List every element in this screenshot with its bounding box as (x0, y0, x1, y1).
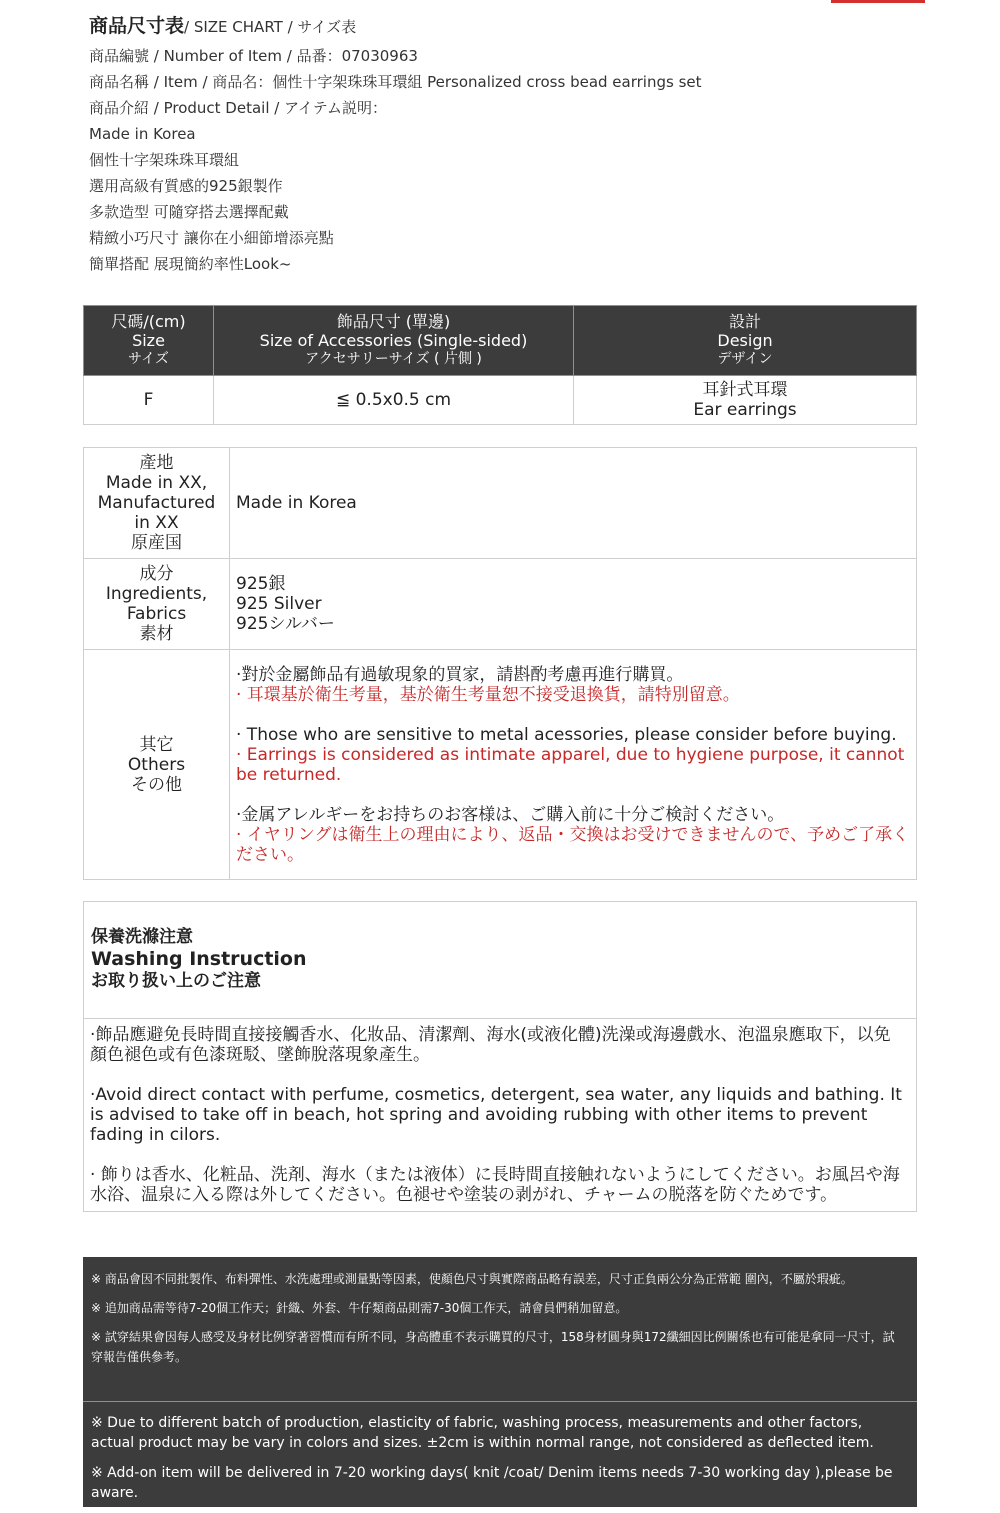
top-accent-bar (831, 0, 925, 3)
page-title-suffix: / SIZE CHART / サイズ表 (184, 18, 357, 36)
others-value (230, 650, 917, 880)
notice-item: ※ Add-on item will be delivered in 7-20 working days( knit /coat/ Denim items needs 7-30 working day ),please be aware. (91, 1465, 893, 1501)
care-title-jp: お取り扱い上のご注意 (91, 971, 261, 991)
origin-value: Made in Korea (230, 448, 917, 559)
item-number: 商品編號 / Number of Item / 品番：07030963 (89, 47, 418, 65)
origin-label (84, 448, 230, 559)
header-jp: サイズ (128, 351, 169, 367)
header-en: Design (717, 331, 773, 350)
detail-line: 精緻小巧尺寸 讓你在小細節增添亮點 (89, 229, 334, 247)
origin-row (84, 448, 917, 559)
notice-item: ※ 試穿結果會因每人感受及身材比例穿著習慣而有所不同，身高體重不表示購買的尺寸，158身材圓身與172纖細因比例關係也有可能是拿同一尺寸，試穿報告僅供參考。 (91, 1330, 895, 1364)
allergy-note-jp: ‧金属アレルギーをお持ちのお客様は、ご購入前に十分ご検討ください。 (236, 804, 785, 825)
header-en: Size of Accessories (Single-sided) (259, 331, 528, 350)
header-jp: アクセサリーサイズ ( 片側 ) (305, 351, 482, 367)
label-jp: 素材 (139, 624, 174, 644)
care-text-zh: ‧飾品應避免長時間直接接觸香水、化妝品、清潔劑、海水(或液化體)洗澡或海邊戲水、泡溫泉應取下，以免顏色褪色或有色漆斑駁、墜飾脫落現象產生。 (90, 1025, 891, 1065)
header-zh: 設計 (728, 312, 761, 331)
washing-instruction-box (83, 901, 917, 1212)
label-zh: 產地 (139, 453, 174, 473)
material-en: 925 Silver (236, 594, 322, 614)
allergy-note-zh: ‧對於金屬飾品有過敏現象的買家，請斟酌考慮再進行購買。 (236, 664, 684, 685)
detail-line: 多款造型 可隨穿搭去選擇配戴 (89, 203, 289, 221)
design-en: Ear earrings (693, 400, 797, 420)
detail-label: 商品介紹 / Product Detail / アイテム説明： (89, 99, 387, 117)
material-row (84, 559, 917, 650)
label-en: Others (127, 754, 186, 775)
care-title-zh: 保養洗滌注意 (91, 927, 193, 947)
material-value (230, 559, 917, 650)
design-zh: 耳針式耳環 (702, 380, 788, 400)
care-title-en: Washing Instruction (91, 948, 307, 970)
header-zh: 飾品尺寸 (單邊) (336, 312, 451, 331)
label-jp: 原産国 (131, 533, 182, 553)
return-warning-jp: ‧ イヤリングは衛生上の理由により、返品・交換はお受けできませんので、予めご了承ください。 (236, 824, 910, 865)
others-row (84, 650, 917, 880)
notice-en (83, 1413, 917, 1513)
label-jp: その他 (131, 774, 182, 795)
dimension-value: ≦ 0.5x0.5 cm (214, 376, 574, 425)
design-value (574, 376, 917, 425)
product-intro (89, 14, 949, 277)
detail-line: Made in Korea (89, 125, 196, 143)
size-column-header (84, 306, 214, 376)
notice-item: ※ 商品會因不同批製作、布料彈性、水洗處理或測量點等因素，使顏色尺寸與實際商品略有誤差，尺寸正負兩公分為正常範 圍內，不屬於瑕疵。 (91, 1272, 853, 1286)
detail-line: 選用高級有質感的925銀製作 (89, 177, 283, 195)
notice-divider (83, 1401, 917, 1402)
item-name: 商品名稱 / Item / 商品名：個性十字架珠珠耳環組 Personalized cross bead earrings set (89, 73, 702, 91)
material-label (84, 559, 230, 650)
return-warning-en: ‧ Earrings is considered as intimate apparel, due to hygiene purpose, it cannot be returned. (236, 744, 905, 785)
label-en: Ingredients, Fabrics (105, 584, 208, 624)
accessory-size-column-header (214, 306, 574, 376)
size-table (83, 305, 917, 425)
header-jp: デザイン (717, 351, 773, 367)
product-info-table (83, 447, 917, 880)
return-warning-zh: ‧ 耳環基於衛生考量，基於衛生考量恕不接受退換貨，請特別留意。 (236, 684, 740, 705)
size-value: F (84, 376, 214, 425)
washing-instruction-body (84, 1019, 916, 1211)
material-zh: 925銀 (236, 574, 286, 594)
size-table-header-row (84, 306, 917, 376)
notice-item: ※ 追加商品需等待7-20個工作天；針織、外套、牛仔類商品則需7-30個工作天，請會員們稍加留意。 (91, 1301, 628, 1315)
material-jp: 925シルバー (236, 614, 335, 634)
notice-zh (83, 1257, 917, 1367)
care-text-en: ‧Avoid direct contact with perfume, cosmetics, detergent, sea water, any liquids and bathing. It is advised to take off in beach, hot spring and avoiding rubbing with other items to prevent fading in cilors. (90, 1085, 902, 1145)
label-zh: 成分 (139, 564, 174, 584)
header-en: Size (132, 331, 165, 350)
others-label (84, 650, 230, 880)
label-zh: 其它 (139, 734, 174, 755)
allergy-note-en: ‧ Those who are sensitive to metal acessories, please consider before buying. (236, 724, 897, 745)
notice-item: ※ Due to different batch of production, elasticity of fabric, washing process, measurements and other factors, actual product may be vary in colors and sizes. ±2cm is within normal range, not considered as deflected item. (91, 1415, 874, 1451)
size-chart-heading (89, 14, 949, 39)
header-zh: 尺碼/(cm) (111, 312, 186, 331)
washing-instruction-header (84, 902, 916, 1019)
care-text-jp: ‧ 飾りは香水、化粧品、洗剤、海水（または液体）に長時間直接触れないようにしてください。お風呂や海水浴、温泉に入る際は外してください。色褪せや塗装の剥がれ、チャームの脱落を防ぐためです。 (90, 1165, 900, 1205)
design-column-header (574, 306, 917, 376)
label-en: Made in XX, Manufactured in XX (97, 473, 216, 533)
detail-line: 簡單搭配 展現簡約率性Look~ (89, 255, 292, 273)
size-table-row (84, 376, 917, 425)
detail-line: 個性十字架珠珠耳環組 (89, 151, 240, 169)
page-title: 商品尺寸表 (89, 15, 185, 37)
notice-box (83, 1257, 917, 1507)
